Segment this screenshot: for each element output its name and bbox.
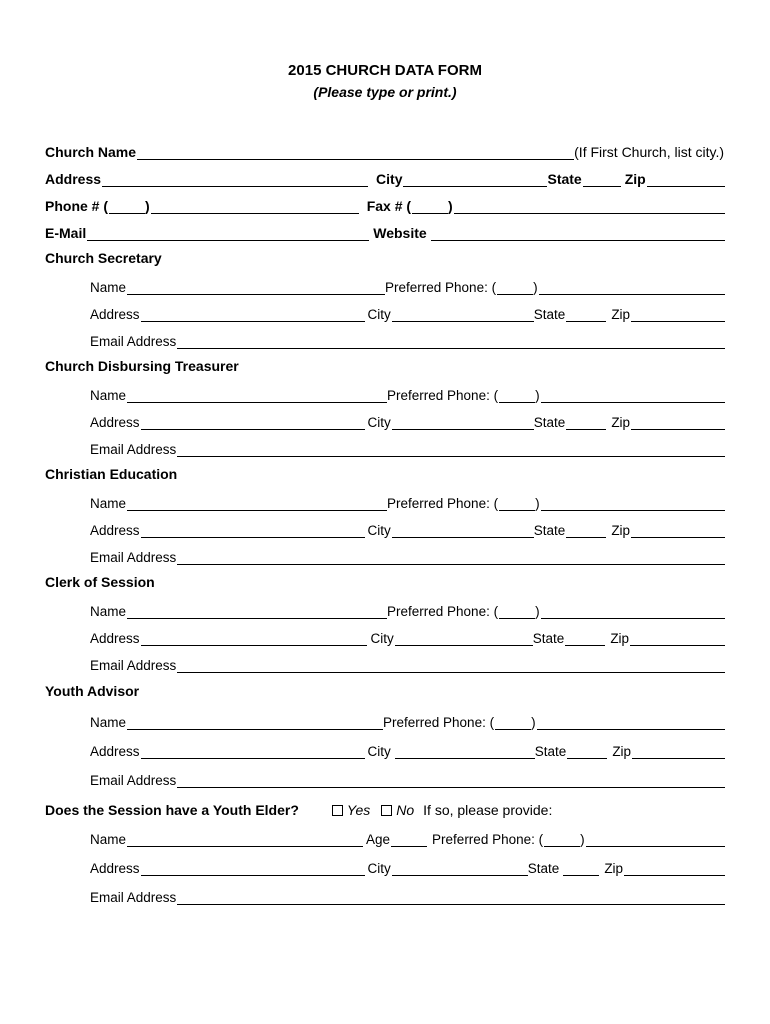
elder-address-field[interactable] [141,860,365,876]
clerk-state-label: State [532,631,565,646]
education-email-field[interactable] [177,549,725,565]
section-christian-education: Christian Education [45,466,178,482]
church-state-label: State [547,171,582,187]
education-name-label: Name [90,496,127,511]
section-youth-advisor: Youth Advisor [45,683,140,699]
clerk-zip-field[interactable] [630,630,725,646]
section-clerk-of-session: Clerk of Session [45,574,155,590]
youth-elder-question: Does the Session have a Youth Elder? [45,802,299,818]
secretary-phone-area-field[interactable] [497,279,533,295]
secretary-state-field[interactable] [566,306,606,322]
advisor-name-field[interactable] [127,714,383,730]
advisor-state-label: State [534,744,567,759]
church-city-label: City [376,171,403,187]
advisor-phone-label: Preferred Phone: ( [383,715,495,730]
no-checkbox[interactable] [381,805,392,816]
church-email-label: E-Mail [45,225,87,241]
elder-state-label: State [527,861,560,876]
church-email-row [45,221,725,241]
church-phone-field[interactable] [151,198,359,214]
secretary-email-row [90,329,725,349]
clerk-email-label: Email Address [90,658,177,673]
secretary-name-field[interactable] [127,279,385,295]
education-phone-label: Preferred Phone: ( [387,496,499,511]
church-website-label: Website [373,225,427,241]
education-state-label: State [533,523,566,538]
treasurer-phone-field[interactable] [541,387,725,403]
yes-label: Yes [346,802,371,818]
church-address-label: Address [45,171,102,187]
education-name-field[interactable] [127,495,387,511]
church-fax-area-field[interactable] [412,198,448,214]
advisor-address-row [90,739,725,759]
education-state-field[interactable] [566,522,606,538]
church-city-field[interactable] [403,171,547,187]
form-subtitle: (Please type or print.) [313,84,457,100]
secretary-city-field[interactable] [392,306,534,322]
clerk-name-field[interactable] [127,603,387,619]
elder-zip-field[interactable] [624,860,725,876]
secretary-zip-field[interactable] [631,306,725,322]
elder-state-field[interactable] [563,860,599,876]
clerk-city-field[interactable] [395,630,533,646]
elder-age-label: Age [366,832,391,847]
education-address-field[interactable] [141,522,365,538]
education-address-label: Address [90,523,140,538]
clerk-address-label: Address [90,631,140,646]
secretary-address-field[interactable] [141,306,365,322]
treasurer-email-label: Email Address [90,442,177,457]
church-name-field[interactable] [137,144,574,160]
church-fax-paren: ) [448,198,453,214]
treasurer-email-field[interactable] [177,441,725,457]
education-email-row [90,545,725,565]
education-phone-paren: ) [535,496,540,511]
education-phone-area-field[interactable] [499,495,535,511]
clerk-name-row [90,599,725,619]
secretary-city-label: City [367,307,391,322]
secretary-email-field[interactable] [177,333,725,349]
advisor-city-label: City [367,744,391,759]
elder-age-field[interactable] [391,831,427,847]
elder-name-label: Name [90,832,127,847]
treasurer-email-row [90,437,725,457]
advisor-address-label: Address [90,744,140,759]
advisor-name-row [90,710,725,730]
youth-elder-provide-text: If so, please provide: [423,802,553,818]
education-phone-field[interactable] [541,495,725,511]
treasurer-state-label: State [533,415,566,430]
church-phone-row [45,194,725,214]
secretary-address-label: Address [90,307,140,322]
advisor-phone-area-field[interactable] [495,714,531,730]
advisor-zip-label: Zip [612,744,632,759]
treasurer-address-label: Address [90,415,140,430]
education-zip-label: Zip [611,523,631,538]
clerk-phone-field[interactable] [541,603,725,619]
clerk-name-label: Name [90,604,127,619]
yes-checkbox[interactable] [332,805,343,816]
elder-zip-label: Zip [604,861,624,876]
advisor-email-label: Email Address [90,773,177,788]
clerk-email-field[interactable] [177,657,725,673]
elder-phone-area-field[interactable] [544,831,580,847]
church-address-row [45,167,725,187]
elder-phone-paren: ) [580,832,585,847]
clerk-city-label: City [370,631,394,646]
youth-elder-yes-option[interactable] [332,802,371,818]
treasurer-phone-label: Preferred Phone: ( [387,388,499,403]
secretary-name-row [90,275,725,295]
elder-address-label: Address [90,861,140,876]
secretary-name-label: Name [90,280,127,295]
church-email-field[interactable] [87,225,369,241]
church-name-label: Church Name [45,144,137,160]
advisor-phone-field[interactable] [537,714,725,730]
clerk-email-row [90,653,725,673]
advisor-city-field[interactable] [395,743,535,759]
elder-name-row [90,827,725,847]
clerk-state-field[interactable] [565,630,605,646]
treasurer-address-field[interactable] [141,414,365,430]
treasurer-name-row [90,383,725,403]
clerk-phone-paren: ) [535,604,540,619]
church-address-field[interactable] [102,171,368,187]
treasurer-phone-area-field[interactable] [499,387,535,403]
church-zip-label: Zip [624,171,646,187]
advisor-address-field[interactable] [141,743,365,759]
church-name-note: (If First Church, list city.) [574,144,724,160]
church-phone-area-field[interactable] [109,198,145,214]
advisor-email-field[interactable] [177,772,725,788]
advisor-state-field[interactable] [567,743,607,759]
elder-phone-field[interactable] [586,831,725,847]
clerk-phone-area-field[interactable] [499,603,535,619]
church-zip-field[interactable] [647,171,725,187]
elder-phone-label: Preferred Phone: ( [432,832,544,847]
treasurer-name-label: Name [90,388,127,403]
elder-address-row [90,856,725,876]
secretary-phone-paren: ) [533,280,538,295]
secretary-address-row [90,302,725,322]
youth-elder-row [45,798,725,818]
advisor-name-label: Name [90,715,127,730]
treasurer-city-label: City [367,415,391,430]
elder-name-field[interactable] [127,831,363,847]
youth-elder-no-option[interactable] [381,802,415,818]
church-fax-label: Fax # ( [366,198,412,214]
education-city-field[interactable] [392,522,534,538]
clerk-phone-label: Preferred Phone: ( [387,604,499,619]
elder-email-field[interactable] [177,889,725,905]
secretary-phone-label: Preferred Phone: ( [385,280,497,295]
elder-city-label: City [367,861,391,876]
elder-city-field[interactable] [392,860,528,876]
education-name-row [90,491,725,511]
advisor-email-row [90,768,725,788]
section-disbursing-treasurer: Church Disbursing Treasurer [45,358,239,374]
treasurer-state-field[interactable] [566,414,606,430]
elder-email-row [90,885,725,905]
advisor-phone-paren: ) [531,715,536,730]
education-email-label: Email Address [90,550,177,565]
treasurer-name-field[interactable] [127,387,387,403]
education-city-label: City [367,523,391,538]
advisor-zip-field[interactable] [632,743,725,759]
church-website-field[interactable] [431,225,725,241]
church-phone-label: Phone # ( [45,198,109,214]
form-title: 2015 CHURCH DATA FORM [288,62,482,79]
no-label: No [396,802,415,818]
church-fax-field[interactable] [454,198,725,214]
treasurer-zip-field[interactable] [631,414,725,430]
church-name-row [45,140,725,160]
clerk-address-row [90,626,725,646]
education-address-row [90,518,725,538]
secretary-zip-label: Zip [611,307,631,322]
secretary-phone-field[interactable] [539,279,725,295]
treasurer-zip-label: Zip [611,415,631,430]
treasurer-phone-paren: ) [535,388,540,403]
secretary-email-label: Email Address [90,334,177,349]
secretary-state-label: State [533,307,566,322]
treasurer-address-row [90,410,725,430]
section-church-secretary: Church Secretary [45,250,162,266]
church-state-field[interactable] [583,171,621,187]
education-zip-field[interactable] [631,522,725,538]
church-phone-paren: ) [145,198,150,214]
clerk-zip-label: Zip [610,631,630,646]
elder-email-label: Email Address [90,890,177,905]
treasurer-city-field[interactable] [392,414,534,430]
clerk-address-field[interactable] [141,630,367,646]
